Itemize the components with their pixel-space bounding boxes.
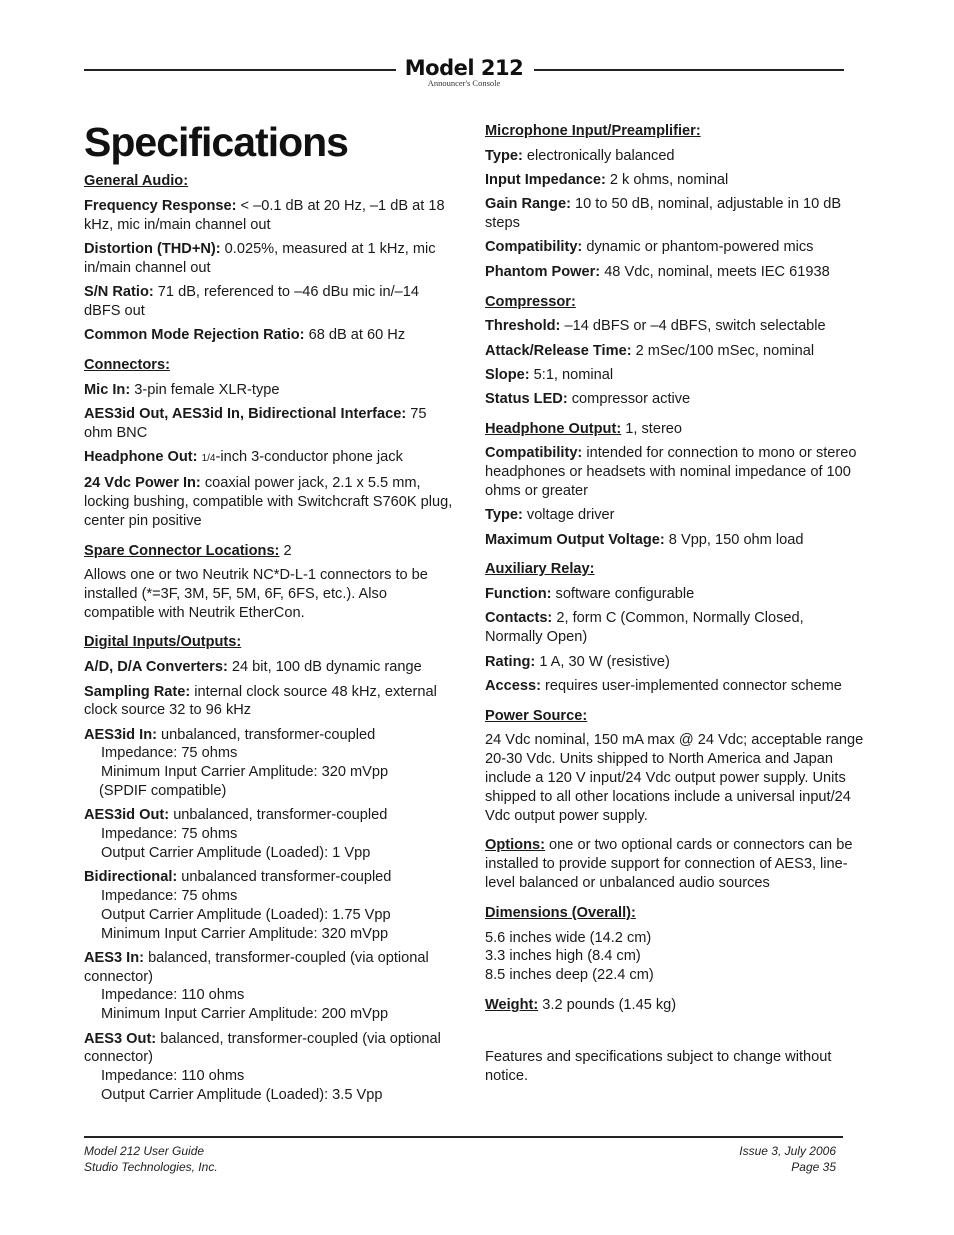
options: Options: one or two optional cards or connectors can be installed to provide support for connection of AES3, line-level balanced or unbalanced audio sources <box>485 837 853 891</box>
headphone-compatibility: Compatibility: intended for connection to mono or stereo headphones or headsets with nominal impedance of 100 ohms or greater <box>485 445 857 499</box>
status-led: Status LED: compressor active <box>485 391 691 408</box>
sampling-rate: Sampling Rate: internal clock source 48 kHz, external clock source 32 to 96 kHz <box>84 683 437 719</box>
relay-contacts: Contacts: 2, form C (Common, Normally Closed, Normally Open) <box>485 610 804 646</box>
weight: Weight: 3.2 pounds (1.45 kg) <box>485 996 677 1013</box>
left-column <box>84 172 454 1110</box>
power-source-section <box>485 707 865 826</box>
relay-rating: Rating: 1 A, 30 W (resistive) <box>485 653 670 670</box>
aes3id-in: AES3id In: unbalanced, transformer-coupled Impedance: 75 ohms Minimum Input Carrier Amplitude: 320 mVpp (SPDIF compatible) <box>84 726 389 800</box>
mic-gain-range: Gain Range: 10 to 50 dB, nominal, adjustable in 10 dB steps <box>485 196 842 232</box>
page-number: Page 35 <box>791 1160 836 1174</box>
header-rule-left <box>84 69 396 71</box>
spare-connector-locations: Spare Connector Locations: 2 <box>84 542 292 559</box>
sn-ratio: S/N Ratio: 71 dB, referenced to –46 dBu mic in/–14 dBFS out <box>84 283 420 319</box>
mic-preamp-section <box>485 122 865 282</box>
page-title: Specifications <box>84 119 348 165</box>
dimensions-section <box>485 904 865 985</box>
compressor-section <box>485 293 865 409</box>
mic-in: Mic In: 3-pin female XLR-type <box>84 381 280 398</box>
aes3id-out: AES3id Out: unbalanced, transformer-coupled Impedance: 75 ohms Output Carrier Amplitude (Loaded): 1 Vpp <box>84 807 388 861</box>
dimensions-values: 5.6 inches wide (14.2 cm) 3.3 inches high (8.4 cm) 8.5 inches deep (22.4 cm) <box>485 929 654 984</box>
footer-right: Issue 3, July 2006 Page 35 <box>739 1144 836 1174</box>
distortion: Distortion (THD+N): 0.025%, measured at 1 kHz, mic in/main channel out <box>84 240 436 276</box>
mic-type: Type: electronically balanced <box>485 147 675 164</box>
connectors-section <box>84 356 454 531</box>
header-subtitle: Announcer's Console <box>427 78 501 88</box>
converters: A/D, D/A Converters: 24 bit, 100 dB dynamic range <box>84 659 422 676</box>
compressor-heading: Compressor: <box>485 293 576 310</box>
digital-io-heading: Digital Inputs/Outputs: <box>84 634 242 651</box>
threshold: Threshold: –14 dBFS or –4 dBFS, switch selectable <box>485 318 826 335</box>
mic-compatibility: Compatibility: dynamic or phantom-powered mics <box>485 239 814 256</box>
mic-preamp-heading: Microphone Input/Preamplifier: <box>485 123 701 139</box>
power-source-heading: Power Source: <box>485 707 588 724</box>
headphone-output: Headphone Output: 1, stereo <box>485 421 683 438</box>
max-output-voltage: Maximum Output Voltage: 8 Vpp, 150 ohm load <box>485 531 804 548</box>
mic-input-impedance: Input Impedance: 2 k ohms, nominal <box>485 172 729 189</box>
bidirectional: Bidirectional: unbalanced transformer-coupled Impedance: 75 ohms Output Carrier Amplitude (Loaded): 1.75 Vpp Minimum Input Carrier Amplitude: 320 mVpp <box>84 869 392 942</box>
right-column <box>485 122 865 1091</box>
weight-section <box>485 996 865 1015</box>
cmrr: Common Mode Rejection Ratio: 68 dB at 60 Hz <box>84 327 406 344</box>
power-in: 24 Vdc Power In: coaxial power jack, 2.1 x 5.5 mm, locking bushing, compatible with Switchcraft S760K plug, center pin positive <box>84 475 453 529</box>
header-rule-right <box>534 69 844 71</box>
header-model: Model 212 <box>404 56 524 80</box>
phantom-power: Phantom Power: 48 Vdc, nominal, meets IEC 61938 <box>485 263 830 280</box>
attack-release: Attack/Release Time: 2 mSec/100 mSec, nominal <box>485 342 815 359</box>
connectors-heading: Connectors: <box>84 356 170 373</box>
general-audio-section <box>84 172 454 345</box>
options-section <box>485 836 865 892</box>
slope: Slope: 5:1, nominal <box>485 366 614 383</box>
notice: Features and specifications subject to change without notice. <box>485 1048 832 1084</box>
footer-left: Model 212 User Guide Studio Technologies, Inc. <box>84 1144 218 1174</box>
relay-function: Function: software configurable <box>485 586 695 603</box>
headphone-out: Headphone Out: 1/4-inch 3-conductor phone jack <box>84 449 403 466</box>
digital-io-section <box>84 633 454 1104</box>
dimensions-heading: Dimensions (Overall): <box>485 904 636 921</box>
aux-relay-section <box>485 560 865 695</box>
aes-connectors: AES3id Out, AES3id In, Bidirectional Interface: 75 ohm BNC <box>84 405 427 441</box>
footer-rule <box>84 1136 843 1138</box>
aes3-in: AES3 In: balanced, transformer-coupled (via optional connector) Impedance: 110 ohms Minimum Input Carrier Amplitude: 200 mVpp <box>84 949 429 1023</box>
relay-access: Access: requires user-implemented connector scheme <box>485 677 842 694</box>
general-audio-heading: General Audio: <box>84 173 189 189</box>
aux-relay-heading: Auxiliary Relay: <box>485 561 595 578</box>
power-source-text: 24 Vdc nominal, 150 mA max @ 24 Vdc; acceptable range 20-30 Vdc. Units shipped to North America and Japan include a 120 V input/24 Vdc output power supply. Units shipped to all other locations include a universal input/24 Vdc output power supply. <box>485 732 864 824</box>
headphone-output-section <box>485 420 865 549</box>
headphone-type: Type: voltage driver <box>485 507 615 524</box>
frequency-response: Frequency Response: < –0.1 dB at 20 Hz, –1 dB at 18 kHz, mic in/main channel out <box>84 197 445 233</box>
aes3-out: AES3 Out: balanced, transformer-coupled (via optional connector) Impedance: 110 ohms Output Carrier Amplitude (Loaded): 3.5 Vpp <box>84 1030 441 1103</box>
spare-connector-section <box>84 542 454 623</box>
spare-connector-text: Allows one or two Neutrik NC*D-L-1 connectors to be installed (*=3F, 3M, 5F, 5M, 6F, 6FS, etc.). Also compatible with Neutrik EtherCon. <box>84 567 428 621</box>
